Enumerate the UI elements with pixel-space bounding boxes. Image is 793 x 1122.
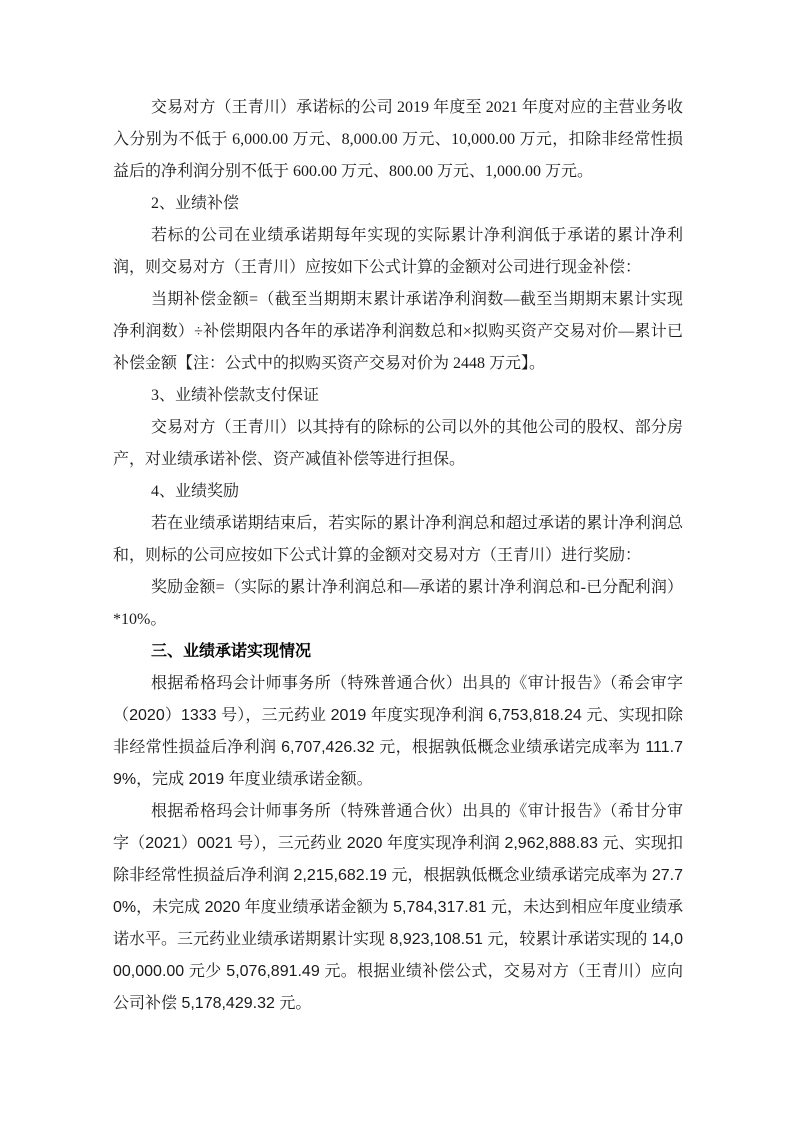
para-reward-condition: 若在业绩承诺期结束后，若实际的累计净利润总和超过承诺的累计净利润总和，则标的公司应按如下公式计算的金额对交易对方（王青川）进行奖励： — [113, 515, 683, 564]
para-2019-audit-result: 根据希格玛会计师事务所（特殊普通合伙）出具的《审计报告》（希会审字（2020）1333 号），三元药业 2019 年度实现净利润 6,753,818.24 元、实现扣除非经常性损益后净利润 6,707,426.32 元，根据孰低概念业绩承诺完成率为 111.79%，完成 2019 年度业绩承诺金额。 — [113, 675, 683, 788]
heading-item-4-performance-reward: 4、业绩奖励 — [151, 483, 240, 500]
heading-section-3-commitment-fulfillment: 三、业绩承诺实现情况 — [151, 643, 312, 660]
para-compensation-condition: 若标的公司在业绩承诺期每年实现的实际累计净利润低于承诺的累计净利润，则交易对方（王青川）应按如下公式计算的金额对公司进行现金补偿： — [113, 227, 683, 276]
para-guarantee: 交易对方（王青川）以其持有的除标的公司以外的其他公司的股权、部分房产，对业绩承诺补偿、资产减值补偿等进行担保。 — [113, 419, 683, 468]
document-body — [113, 92, 683, 1020]
para-2020-audit-result: 根据希格玛会计师事务所（特殊普通合伙）出具的《审计报告》（希甘分审字（2021）0021 号），三元药业 2020 年度实现净利润 2,962,888.83 元、实现扣除非经常性损益后净利润 2,215,682.19 元，根据孰低概念业绩承诺完成率为 27.70%，未完成 2020 年度业绩承诺金额为 5,784,317.81 元，未达到相应年度业绩承诺水平。三元药业业绩承诺期累计实现 8,923,108.51 元，较累计承诺实现的 14,000,000.00 元少 5,076,891.49 元。根据业绩补偿公式，交易对方（王青川）应向公司补偿 5,178,429.32 元。 — [113, 803, 683, 1012]
para-revenue-commitment: 交易对方（王青川）承诺标的公司 2019 年度至 2021 年度对应的主营业务收入分别为不低于 6,000.00 万元、8,000.00 万元、10,000.00 万元，扣除非经常性损益后的净利润分别不低于 600.00 万元、800.00 万元、1,000.00 万元。 — [113, 99, 683, 180]
heading-item-2-performance-compensation: 2、业绩补偿 — [151, 195, 240, 212]
para-compensation-formula: 当期补偿金额=（截至当期期末累计承诺净利润数—截至当期期末累计实现净利润数）÷补偿期限内各年的承诺净利润数总和×拟购买资产交易对价—累计已补偿金额【注：公式中的拟购买资产交易对价为 2448 万元】。 — [113, 291, 683, 372]
heading-item-3-payment-guarantee: 3、业绩补偿款支付保证 — [151, 387, 320, 404]
para-reward-formula: 奖励金额=（实际的累计净利润总和—承诺的累计净利润总和-已分配利润）*10%。 — [113, 579, 683, 628]
